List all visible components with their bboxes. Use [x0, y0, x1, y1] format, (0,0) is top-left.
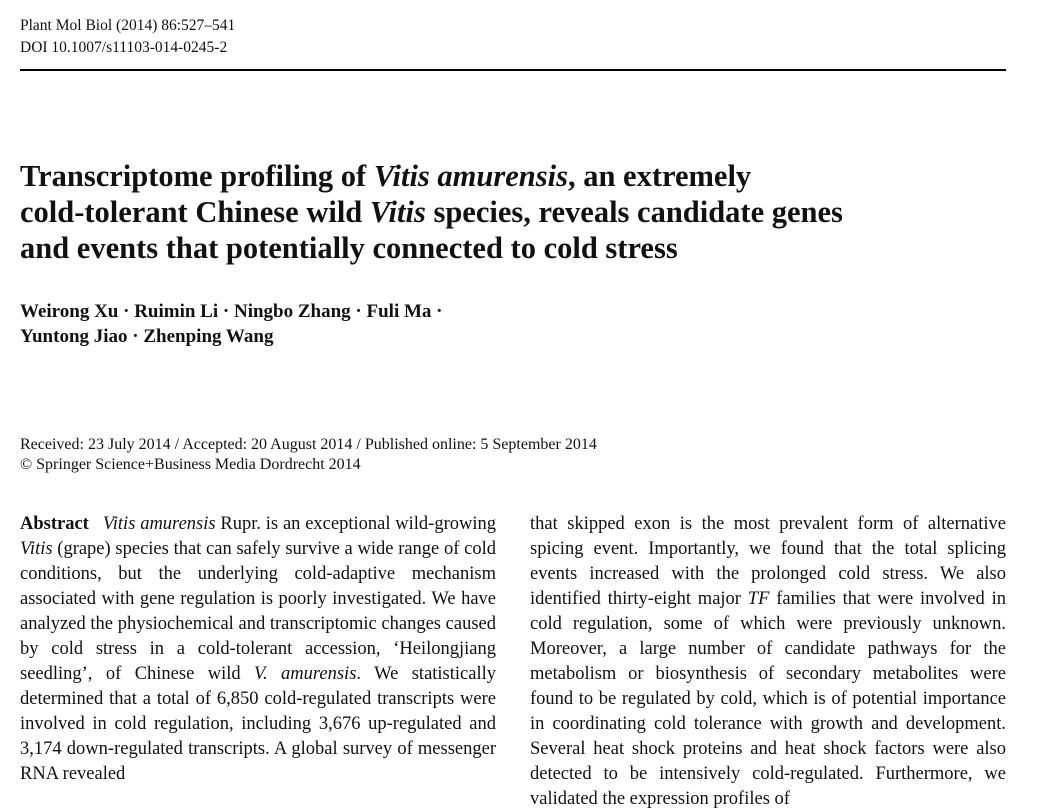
abstract-species: V. amurensis	[254, 664, 357, 684]
publication-dates: Received: 23 July 2014 / Accepted: 20 August 2014 / Published online: 5 September 2014	[20, 436, 597, 453]
title-text: Transcriptome profiling of	[20, 159, 374, 193]
title-line-1	[20, 158, 980, 194]
journal-doi: DOI 10.1007/s11103-014-0245-2	[20, 39, 228, 56]
author-line-2: Yuntong Jiao · Zhenping Wang	[20, 326, 274, 347]
article-title	[20, 158, 980, 266]
abstract-column-left	[20, 512, 496, 787]
title-text: species, reveals candidate genes	[425, 195, 843, 229]
abstract-species: Vitis amurensis	[102, 514, 216, 534]
journal-header	[20, 15, 235, 59]
title-text: , an extremely	[567, 159, 752, 193]
title-species: Vitis amurensis	[373, 159, 568, 193]
publication-info	[20, 435, 597, 475]
abstract-paragraph-right	[530, 512, 1006, 811]
header-rule	[20, 69, 1006, 71]
copyright-notice: © Springer Science+Business Media Dordrecht 2014	[20, 456, 361, 473]
abstract-text: (grape) species that can safely survive a wide range of cold conditions, but the underlying cold-adaptive mechanism associated with gene regulation is poorly investigated. We have analyzed the physiochemical and transcriptomic changes caused by cold stress in a cold-tolerant accession, ‘Heilongjiang seedling’, of Chinese wild	[20, 539, 496, 684]
abstract-label: Abstract	[20, 514, 89, 534]
abstract-text: families that were involved in cold regulation, some of which were previously unknown. Moreover, a large number of candidate pathways for the metabolism or biosynthesis of secondary metabolites were found to be regulated by cold, which is of potential importance in coordinating cold tolerance with growth and development. Several heat shock proteins and heat shock factors were also detected to be intensively cold-regulated. Furthermore, we validated the expression profiles of	[530, 589, 1006, 809]
journal-citation: Plant Mol Biol (2014) 86:527–541	[20, 17, 236, 34]
title-genus: Vitis	[369, 195, 426, 229]
abstract-genus: Vitis	[20, 539, 53, 559]
title-line-2	[20, 194, 980, 230]
abstract-gene-family: TF	[747, 589, 770, 609]
abstract-text: Rupr. is an exceptional wild-growing	[215, 514, 496, 534]
title-line-3: and events that potentially connected to cold stress	[20, 231, 678, 265]
author-line-1: Weirong Xu · Ruimin Li · Ningbo Zhang · Fuli Ma ·	[20, 301, 443, 322]
abstract-text: that skipped exon is the most prevalent form of alternative spicing event. Importantly, we found that the total splicing events increased with the prolonged cold stress. We also identified thirty-eight major	[530, 514, 1006, 609]
abstract-paragraph-left	[20, 512, 496, 787]
author-list	[20, 299, 443, 349]
abstract-text: . We statistically determined that a total of 6,850 cold-regulated transcripts were involved in cold regulation, including 3,676 up-regulated and 3,174 down-regulated transcripts. A global survey of messenger RNA revealed	[20, 664, 496, 784]
abstract-column-right	[530, 512, 1006, 811]
title-text: cold-tolerant Chinese wild	[20, 195, 370, 229]
